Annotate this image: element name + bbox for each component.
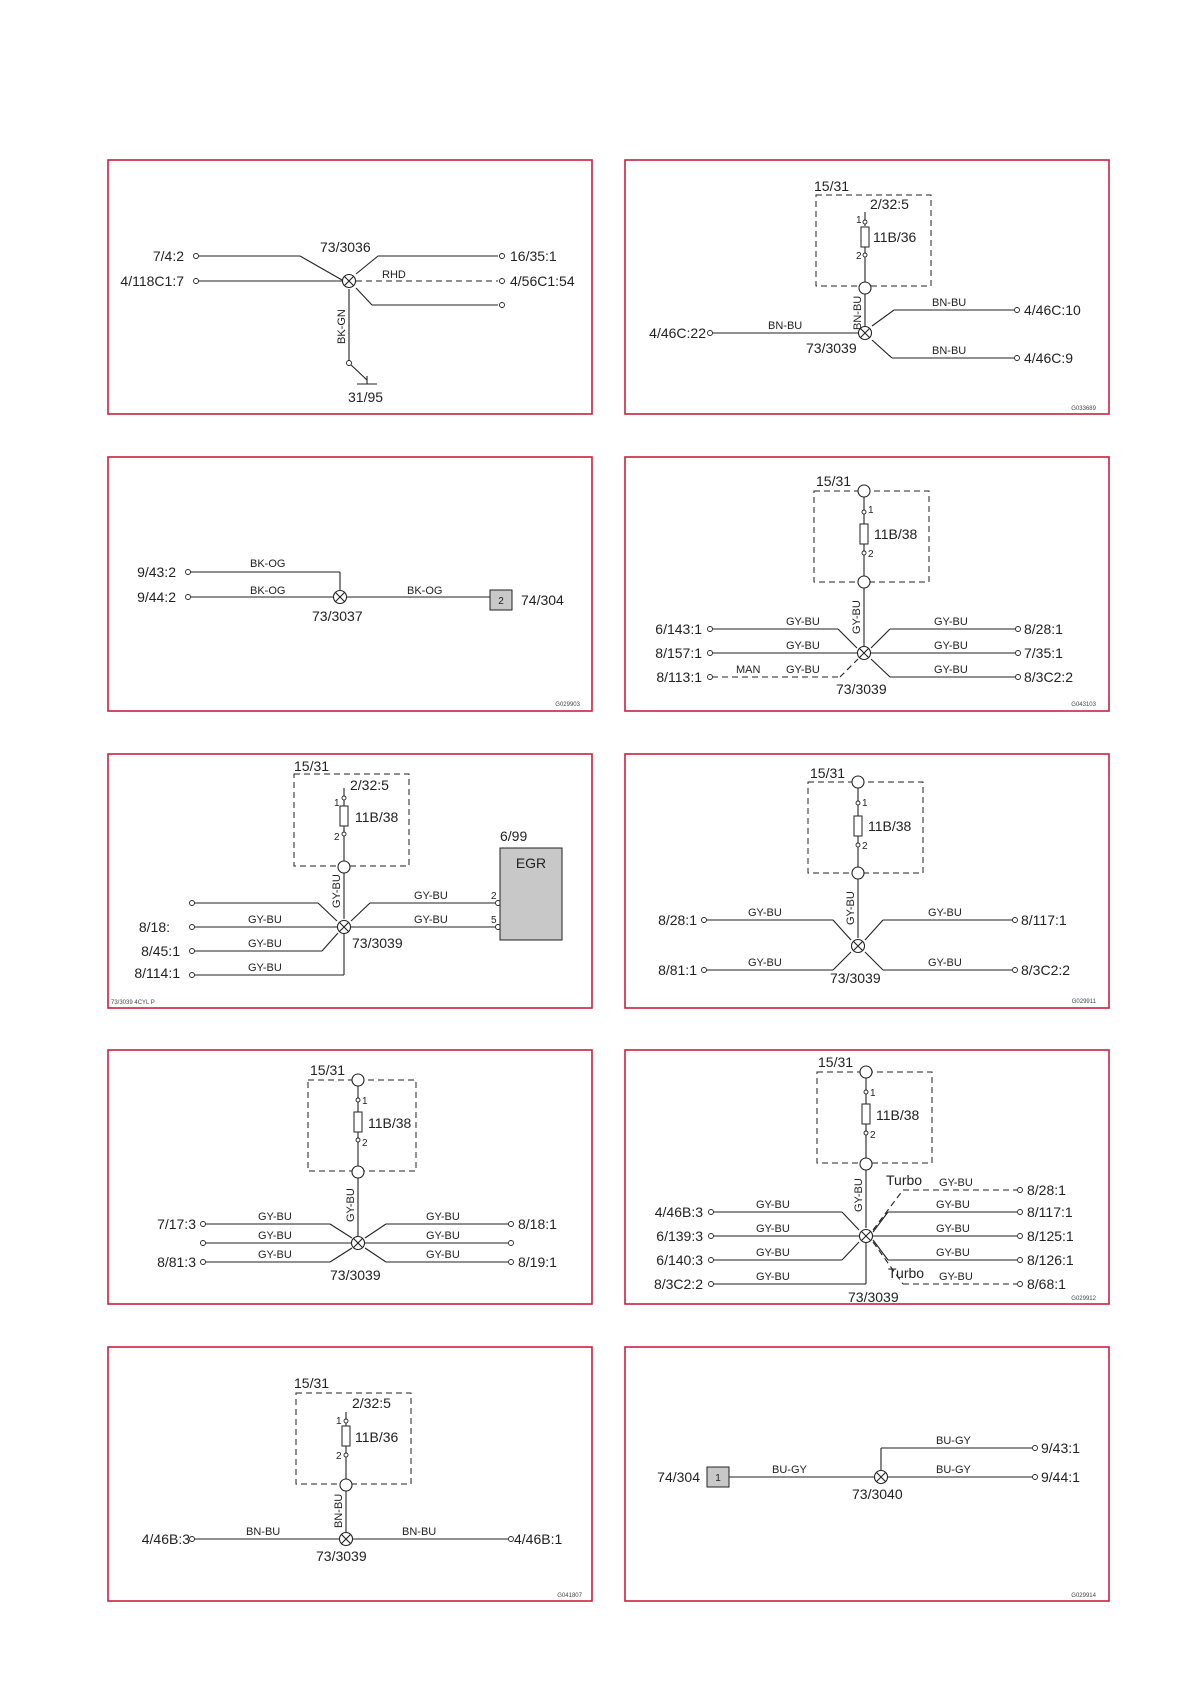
component-label: 74/304	[521, 592, 564, 608]
connector-label: 8/28:1	[1027, 1182, 1066, 1198]
diagram-73-3040	[625, 1347, 1109, 1601]
fuse-box-label: 15/31	[294, 758, 330, 774]
connector-label: 8/18:1	[518, 1216, 557, 1232]
splice-label: 73/3039	[316, 1548, 367, 1564]
diagram-73-3039-bn-bu-b	[108, 1347, 592, 1601]
wire-color-label: BN-BU	[932, 345, 967, 357]
wire-color-label: BU-GY	[936, 1435, 971, 1447]
connector-label: 4/46C:10	[1024, 302, 1081, 318]
connector-label: 9/43:2	[137, 564, 176, 580]
connector-label: 2/32:5	[350, 777, 389, 793]
wire-color-label: GY-BU	[248, 962, 282, 974]
wire-color-label: GY-BU	[934, 640, 968, 652]
splice-icon	[338, 921, 351, 934]
diagram-73-3036	[108, 160, 592, 414]
variant-label: Turbo	[886, 1172, 923, 1188]
wire-color-label: BN-BU	[333, 1493, 345, 1528]
connector-label: 2/32:5	[352, 1395, 391, 1411]
splice-label: 73/3040	[852, 1486, 903, 1502]
fuse-label: 11B/38	[876, 1107, 920, 1123]
wire-color-label: GY-BU	[426, 1211, 460, 1223]
wire-color-label: BN-BU	[768, 320, 803, 332]
figure-code: G029912	[1071, 1296, 1096, 1302]
fuse-box-label: 15/31	[310, 1062, 346, 1078]
wire-color-label: GY-BU	[939, 1271, 973, 1283]
variant-label: RHD	[382, 269, 406, 281]
connector-label: 8/117:1	[1027, 1204, 1073, 1220]
wire-color-label: GY-BU	[258, 1230, 292, 1242]
connector-label: 4/56C1:54	[510, 273, 575, 289]
fuse-box-label: 15/31	[294, 1375, 330, 1391]
wire-color-label: GY-BU	[345, 1188, 357, 1222]
wire-color-label: BK-OG	[250, 558, 286, 570]
fuse-box-label: 15/31	[818, 1054, 854, 1070]
connector-label: 8/68:1	[1027, 1276, 1066, 1292]
pin-label: 1	[336, 1416, 342, 1427]
pin-label: 1	[862, 798, 868, 809]
wire-color-label: BN-BU	[246, 1526, 281, 1538]
connector-label: 8/3C2:2	[1024, 669, 1074, 685]
connector-label: 16/35:1	[510, 248, 557, 264]
fuse-label: 11B/38	[874, 526, 918, 542]
pin-label: 5	[491, 915, 497, 926]
figure-code: G033689	[1071, 406, 1096, 412]
fuse-box-label: 15/31	[816, 473, 852, 489]
diagram-73-3037	[108, 457, 592, 711]
connector-label: 2/32:5	[870, 196, 909, 212]
pin-label: 2	[336, 1451, 342, 1462]
splice-label: 73/3039	[836, 681, 887, 697]
wire-color-label: GY-BU	[756, 1271, 790, 1283]
wire-color-label: GY-BU	[756, 1199, 790, 1211]
fuse-box-label: 15/31	[814, 178, 850, 194]
diagram-73-3039-six-way	[108, 1050, 592, 1304]
connector-label: 8/45:1	[141, 943, 180, 959]
figure-code: G029914	[1071, 1593, 1096, 1599]
wire-color-label: GY-BU	[414, 890, 448, 902]
wire-color-label: GY-BU	[756, 1223, 790, 1235]
connector-label: 7/35:1	[1024, 645, 1063, 661]
connector-label: 8/126:1	[1027, 1252, 1074, 1268]
splice-icon	[860, 1230, 873, 1243]
wire-color-label: GY-BU	[786, 616, 820, 628]
component-label: 74/304	[657, 1469, 700, 1485]
figure-code: 73/3039 4CYL P	[111, 1000, 155, 1006]
wire-color-label: GY-BU	[248, 938, 282, 950]
variant-label: MAN	[736, 664, 761, 676]
connector-label: 7/17:3	[157, 1216, 196, 1232]
wire-color-label: GY-BU	[936, 1223, 970, 1235]
pin-label: 2	[868, 549, 874, 560]
diagram-73-3039-turbo	[625, 1050, 1109, 1305]
connector-label: 8/114:1	[134, 965, 180, 981]
figure-code: G029911	[1071, 999, 1096, 1005]
connector-label: 8/28:1	[658, 912, 697, 928]
connector-label: 8/117:1	[1021, 912, 1067, 928]
splice-label: 73/3037	[312, 608, 363, 624]
pin-label: 2	[334, 832, 340, 843]
splice-label: 73/3039	[330, 1267, 381, 1283]
wire-color-label: BK-GN	[336, 309, 348, 344]
pin-label: 2	[856, 251, 862, 262]
splice-icon	[343, 275, 356, 288]
wire-color-label: GY-BU	[928, 907, 962, 919]
ground-label: 31/95	[348, 389, 384, 405]
connector-label: 8/113:1	[656, 669, 702, 685]
connector-label: 8/28:1	[1024, 621, 1063, 637]
fuse-label: 11B/36	[355, 1429, 399, 1445]
pin-label: 2	[862, 841, 868, 852]
connector-label: 4/46B:1	[514, 1531, 563, 1547]
diagram-frame	[108, 457, 592, 711]
connector-label: 4/46B:3	[654, 1204, 703, 1220]
connector-label: 7/4:2	[152, 248, 184, 264]
splice-label: 73/3039	[830, 970, 881, 986]
splice-label: 73/3039	[848, 1289, 899, 1305]
wire-color-label: GY-BU	[936, 1199, 970, 1211]
wire-color-label: GY-BU	[258, 1249, 292, 1261]
fuse-box-label: 15/31	[810, 765, 846, 781]
wire-color-label: GY-BU	[928, 957, 962, 969]
connector-label: 8/3C2:2	[653, 1276, 703, 1292]
wire-color-label: BU-GY	[936, 1464, 971, 1476]
splice-label: 73/3039	[806, 340, 857, 356]
wire-color-label: BK-OG	[250, 585, 286, 597]
splice-icon	[334, 591, 347, 604]
figure-code: G041807	[557, 1593, 582, 1599]
diagram-73-3039-bn-bu-a	[625, 160, 1109, 414]
connector-label: 4/46C:22	[649, 325, 706, 341]
wire-color-label: GY-BU	[426, 1249, 460, 1261]
figure-code: G029903	[555, 702, 580, 708]
splice-icon	[875, 1471, 888, 1484]
connector-label: 6/139:3	[656, 1228, 703, 1244]
wire-color-label: GY-BU	[331, 874, 343, 908]
splice-icon	[852, 940, 865, 953]
wire-color-label: GY-BU	[851, 600, 863, 634]
wire-color-label: GY-BU	[853, 1178, 865, 1212]
splice-label: 73/3039	[352, 935, 403, 951]
wire-color-label: GY-BU	[934, 616, 968, 628]
wire-color-label: GY-BU	[845, 891, 857, 925]
pin-label: 1	[870, 1088, 876, 1099]
wire-color-label: GY-BU	[934, 664, 968, 676]
wire-color-label: BN-BU	[402, 1526, 437, 1538]
wire-color-label: GY-BU	[936, 1247, 970, 1259]
pin-label: 1	[856, 215, 862, 226]
splice-icon	[352, 1237, 365, 1250]
module-label: 6/99	[500, 828, 528, 844]
pin-label: 2	[491, 891, 497, 902]
pin-label: 1	[362, 1096, 368, 1107]
connector-label: 4/118C1:7	[120, 273, 184, 289]
connector-label: 8/81:1	[658, 962, 697, 978]
fuse-label: 11B/36	[873, 229, 917, 245]
connector-label: 4/46B:3	[141, 1531, 190, 1547]
component-number: 2	[498, 596, 504, 607]
wire-color-label: GY-BU	[248, 914, 282, 926]
figure-code: G043103	[1071, 702, 1096, 708]
splice-label: 73/3036	[320, 239, 371, 255]
diagram-73-3039-egr	[108, 754, 592, 1008]
wire-color-label: GY-BU	[748, 957, 782, 969]
wire-color-label: GY-BU	[756, 1247, 790, 1259]
wire-color-label: GY-BU	[748, 907, 782, 919]
connector-label: 8/19:1	[518, 1254, 557, 1270]
wire-color-label: BN-BU	[852, 295, 864, 330]
pin-label: 2	[362, 1138, 368, 1149]
connector-label: 8/157:1	[655, 645, 702, 661]
egr-module-label: EGR	[515, 855, 547, 871]
wire-color-label: GY-BU	[258, 1211, 292, 1223]
fuse-label: 11B/38	[868, 818, 912, 834]
pin-label: 1	[868, 505, 874, 516]
splice-icon	[858, 647, 871, 660]
connector-label: 6/140:3	[656, 1252, 703, 1268]
connector-label: 8/81:3	[157, 1254, 196, 1270]
splice-icon	[340, 1533, 353, 1546]
diagram-73-3039-man	[625, 457, 1109, 711]
connector-label: 9/44:1	[1041, 1469, 1080, 1485]
connector-label: 8/125:1	[1027, 1228, 1074, 1244]
pin-label: 2	[870, 1130, 876, 1141]
wire-color-label: GY-BU	[939, 1177, 973, 1189]
fuse-label: 11B/38	[355, 809, 399, 825]
wire-color-label: GY-BU	[786, 664, 820, 676]
connector-label: 9/44:2	[137, 589, 176, 605]
wire-color-label: GY-BU	[786, 640, 820, 652]
connector-label: 8/3C2:2	[1021, 962, 1071, 978]
wire-color-label: BU-GY	[772, 1464, 807, 1476]
variant-label: Turbo	[888, 1265, 925, 1281]
pin-label: 1	[334, 798, 340, 809]
wire-color-label: BK-OG	[407, 585, 443, 597]
fuse-label: 11B/38	[368, 1115, 412, 1131]
wire-color-label: BN-BU	[932, 297, 967, 309]
diagram-73-3039-four-way	[625, 754, 1109, 1008]
wire-color-label: GY-BU	[426, 1230, 460, 1242]
connector-label: 8/18:	[138, 919, 170, 935]
connector-label: 9/43:1	[1041, 1440, 1080, 1456]
connector-label: 6/143:1	[655, 621, 702, 637]
component-number: 1	[715, 1473, 721, 1484]
connector-label: 4/46C:9	[1024, 350, 1074, 366]
wire-color-label: GY-BU	[414, 914, 448, 926]
